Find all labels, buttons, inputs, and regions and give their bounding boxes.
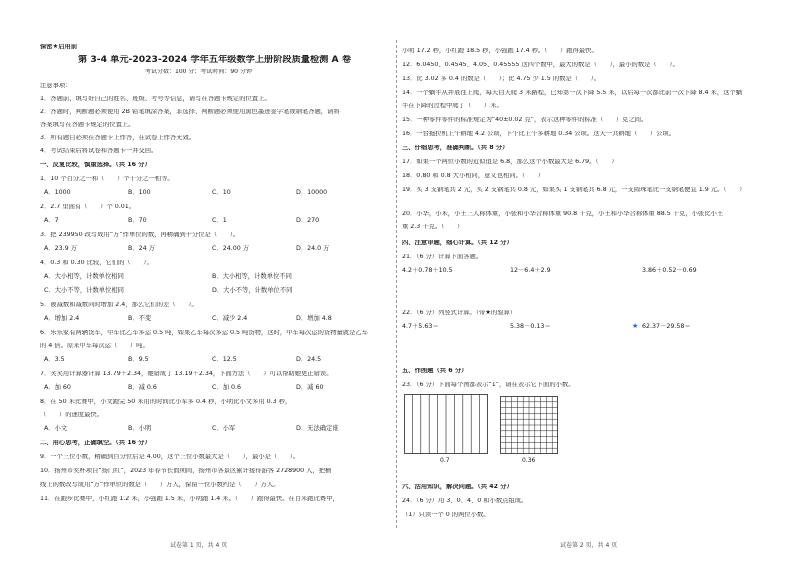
calc-item: 12－6.4＋2.9: [510, 267, 551, 274]
section-heading: 四、注意审题，细心计算。（共 12 分）: [402, 240, 513, 246]
option-d: D．无法确定谁: [296, 425, 339, 432]
option-a: A．7: [44, 217, 59, 224]
page-number-left: 试卷第 1 页，共 4 页: [170, 542, 228, 549]
question-line: 线上的数改写成用“万”作单位的数是（ ）万人，保留一位小数约是（ ）万人。: [40, 482, 280, 488]
question-line: 13．比 3.02 多 0.4 的数是（ ）；比 4.75 少 1.5 的数是（ ）。: [402, 76, 601, 82]
question-line: 10．扬州市奖杯项目“扬门红”，2023 年春节长假期间，扬州市各景区累计接待游客 2728900 人，把横: [40, 468, 332, 474]
question-stem: 22．（6 分）列竖式计算。（带★的验算）: [402, 310, 517, 316]
option-a: A．小文: [44, 425, 68, 432]
option-d: D．270: [296, 217, 320, 224]
question-stem-cont: （ ）的速度最快。: [40, 412, 103, 418]
question-stem: 8．在 50 米比赛中，小文跑完 50 米用的时间比小军多 0.4 秒，小明比小文多用 0.3 秒，: [40, 399, 292, 405]
question-stem-cont: 的 4 倍。原来甲车每次运（ ）吨。: [40, 343, 149, 349]
question-stem: 7．笑笑用计算器计算 13.79＋2.34，她错成了 13.19＋2.34，下面方法（ ）可以帮助她更正错误。: [40, 371, 333, 377]
section-heading: 二、用心思考，正确填空。（共 16 分）: [40, 440, 151, 446]
option-b: B．100: [128, 189, 151, 196]
section-heading: 六、活用知识，解决问题。（共 42 分）: [402, 484, 513, 490]
option-c: C．加 0.6: [212, 384, 242, 391]
note-item: 3．所有题目必须在答题卡上作答，在试卷上作答无效。: [40, 135, 196, 141]
calc-item: 3.86＋0.52－0.69: [642, 267, 697, 274]
option-a: A．23.9 万: [44, 245, 77, 252]
note-item: 1．答题前，填写好自己的姓名、班级、考号等信息，请写在答题卡规定的位置上。: [40, 96, 271, 102]
option-c: C．24.00 万: [212, 245, 250, 252]
option-d: D．大小不等，计数单位不同: [212, 287, 293, 294]
secret-label: 保密★启用前: [40, 44, 78, 50]
option-c: C．减少 2.4: [212, 315, 248, 322]
note-item: 答案填写在答题卡规定的位置上。: [40, 122, 135, 128]
calc-item: 62.37－29.58＝: [642, 323, 691, 330]
question-line: 9．一个三位小数，精确到百分位后是 4.00，这个三位小数最大是（ ），最小是（ ）。: [40, 454, 300, 460]
option-a: A．3.5: [44, 356, 65, 363]
question-line: 小明 17.2 秒，小红跑 18.5 秒，小强跑 17.4 秒。（ ）跑得最快。: [402, 48, 598, 54]
option-d: D．24.0 万: [296, 245, 330, 252]
exam-info: 考试分数：100 分；考试时间：90 分钟: [145, 69, 252, 75]
calc-item: 4.2＋0.78＋10.5: [402, 267, 453, 274]
option-a: A．增加 2.4: [44, 315, 80, 322]
question-line: 14．一个蜗牛从井底往上爬，每天白天爬 3 米路程，已知第一次下降 5.5 米，以后每一次都比前一次下降 8.4 米，这个蜗: [402, 90, 743, 96]
page-title: 第 3-4 单元-2023-2024 学年五年级数学上册阶段质量检测 A 卷: [78, 55, 352, 65]
question-stem: 21．（6 分）计算下面各题。: [402, 254, 483, 260]
option-c: C．1: [212, 217, 227, 224]
question-stem: 4．0.3 和 0.30 比较，它们的（ ）。: [40, 260, 153, 266]
question-stem: 2．2.7 里面有（ ）个 0.01。: [40, 204, 136, 210]
page-number-right: 试卷第 2 页，共 4 页: [560, 542, 618, 549]
option-b: B．减 0.6: [128, 384, 157, 391]
option-b: B．小明: [128, 425, 152, 432]
option-b: B．9.5: [128, 356, 149, 363]
option-b: B．大小相等，计数单位不同: [212, 273, 292, 280]
option-d: D．增加 4.8: [296, 315, 332, 322]
section-heading: 三、仔细思考，准确判断。（共 8 分）: [402, 145, 509, 151]
notes-heading: 注意事项：: [40, 83, 72, 89]
figure-label: 0.7: [440, 457, 450, 464]
option-d: D．减 60: [296, 384, 324, 391]
judge-item: 20．小华，小米，小王三人称体重，小张和小华合称体重 90.8 千克，小王和小华合称体重 88.5 千克，小张比小王: [402, 211, 724, 217]
option-c: C．10: [212, 189, 231, 196]
option-b: B．24 万: [128, 245, 155, 252]
star-icon: ★: [632, 322, 639, 330]
judge-item: 重 2.3 千克。（ ）: [402, 224, 464, 230]
option-a: A．大小相等，计数单位相同: [44, 273, 124, 280]
option-c: C．小军: [212, 425, 236, 432]
option-b: B．70: [128, 217, 147, 224]
column-divider: [396, 40, 397, 528]
section-heading: 五、作图题（共 6 分）: [402, 368, 468, 374]
calc-item: 4.7＋5.63＝: [402, 323, 439, 330]
option-a: A．加 60: [44, 384, 71, 391]
question-stem: 5．被减数和减数同时增加 2.4，那么它们的差（ ）。: [40, 302, 198, 308]
grid-figure: [500, 396, 558, 454]
question-stem: 1．10 个百分之一和（ ）个千分之一相等。: [40, 176, 174, 182]
calc-item: 5.38－0.13＝: [510, 323, 551, 330]
judge-item: 19．买 3 支钢笔共 2 元，买 2 支钢笔共 0.8 元，如果买 1 支钢笔共 6.8 元，一支圆珠笔比一支钢笔便宜 1.9 元。（ ）: [402, 187, 746, 193]
question-stem: 6．乐乐家有两辆货车，甲车比乙车多运 0.5 吨，如果乙车每次多运 0.5 吨货物，这时，甲车每次运的货物量就是乙车: [40, 330, 368, 336]
option-c: C．12.5: [212, 356, 237, 363]
question-sub: （1）只读一个 0 的两位小数。: [402, 512, 490, 518]
option-a: A．1000: [44, 189, 71, 196]
figure-area: [402, 394, 572, 474]
question-line: 12．6.0450、0.4545、4.05、0.45555 这四个数中，最大的数是（ ），最小的数是（ ）。: [402, 62, 679, 68]
question-line: 11．在跑步比赛中，小红跑 1.2 米，小强跑 1.5 米，小明跑 1.4 米。（ ）跑得最快。在百米跑比赛中，: [40, 496, 339, 502]
question-line: 牛在下降的过程中爬了（ ）米。: [402, 103, 503, 109]
note-item: 2．答题时，判断题必须使用 2B 铅笔填涂答案，非选择、判断题必须使用黑色墨迹签字笔或钢笔答题，请将: [40, 109, 340, 115]
strip-figure: [404, 394, 488, 454]
question-line: 16．一台拖拉机上午耕地 4.2 公顷，下午比上午多耕地 0.34 公顷。这天一共耕地（ ）公顷。: [402, 131, 676, 137]
option-c: C．大小不等，计数单位相同: [44, 287, 124, 294]
note-item: 4．考试结束后将试卷和答题卡一并交回。: [40, 148, 158, 154]
question-stem: 23．（6 分）下面每个图都表示“1”，请在表示它下面的小数。: [402, 382, 575, 388]
figure-label: 0.36: [522, 457, 536, 464]
judge-item: 18．0.80 和 0.8 大小相同，意义也相同。（ ）: [402, 173, 544, 179]
question-stem: 24．（6 分）用 3、0、4、0 和小数点组成。: [402, 498, 528, 504]
option-d: D．10000: [296, 189, 328, 196]
judge-item: 17．如果一个两位小数的近似值是 6.8，那么这个小数最大是 6.79。（ ）: [402, 159, 618, 165]
question-line: 15．一种零件零件的标准规定为“40±0.02 克”，表示这种零件的标准（ ）克之间。: [402, 117, 648, 123]
question-stem: 3．把 239950 改写成用“万”作单位的数，再精确到十分位是（ ）。: [40, 232, 240, 238]
option-b: B．不变: [128, 315, 152, 322]
option-d: D．24.5: [296, 356, 322, 363]
section-heading: 一、反复比较，慎重选择。（共 16 分）: [40, 162, 151, 168]
